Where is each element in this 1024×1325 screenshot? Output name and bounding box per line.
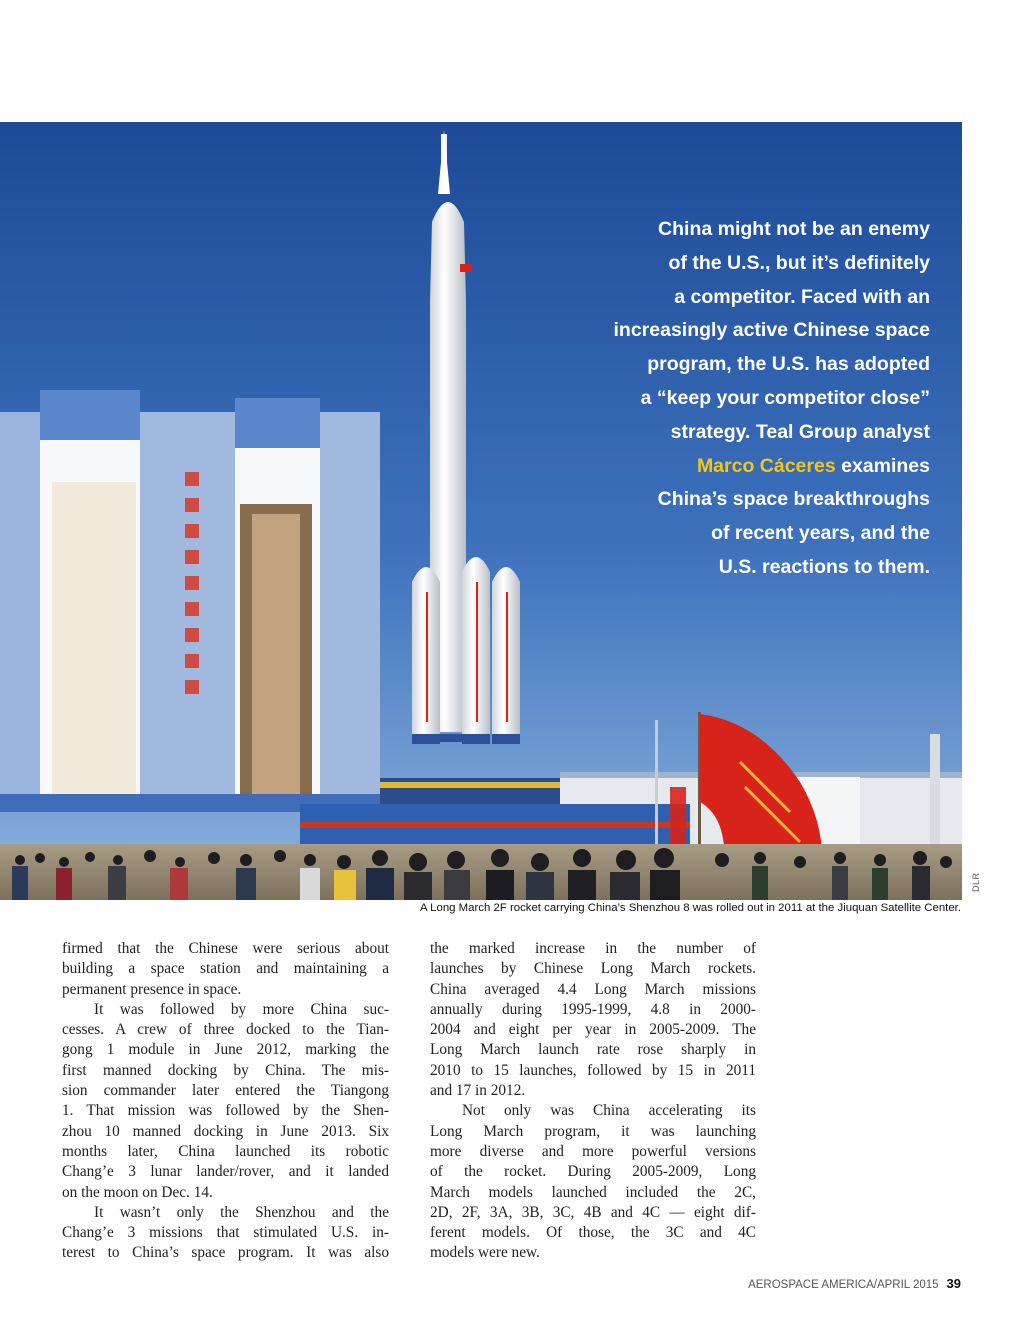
text-line: permanent presence in space. (62, 980, 242, 998)
text-line: sion commander later entered the Tiangong (62, 1082, 389, 1100)
pull-quote-author-line (550, 450, 930, 484)
photo-credit: DLR (971, 872, 981, 892)
assembly-building (0, 390, 380, 812)
text-line: zhou 10 manned docking in June 2013. Six (62, 1122, 389, 1140)
pull-quote-line: a competitor. Faced with an (674, 285, 930, 308)
pull-quote-line: a “keep your competitor close” (640, 386, 930, 409)
text-line: months later, China launched its robotic (62, 1142, 389, 1160)
pull-quote-line: U.S. reactions to them. (718, 555, 930, 578)
text-line: firmed that the Chinese were serious about (62, 940, 389, 957)
text-line: 2010 to 15 launches, followed by 15 in 2011 (430, 1061, 756, 1079)
text-line: Long March program, it was launching (430, 1122, 756, 1140)
pull-quote-line: China might not be an enemy (658, 218, 930, 240)
publication-name: AEROSPACE AMERICA/APRIL 2015 (748, 1279, 939, 1291)
ground (0, 844, 962, 900)
text-line: It was followed by more China suc- (94, 1000, 389, 1018)
pull-quote-line: strategy. Teal Group analyst (670, 420, 930, 443)
text-line: cesses. A crew of three docked to the Tian- (62, 1021, 389, 1039)
body-column-2 (430, 939, 756, 1264)
text-line: Long March launch rate rose sharply in (430, 1041, 756, 1059)
text-line: China averaged 4.4 Long March missions (430, 980, 756, 998)
photo-caption: A Long March 2F rocket carrying China’s Shenzhou 8 was rolled out in 2011 at the Jiuquan Satellite Center. (420, 902, 961, 914)
text-line: 2004 and eight per year in 2005-2009. The (430, 1021, 756, 1039)
text-line: building a space station and maintaining a (62, 960, 389, 978)
text-line: the marked increase in the number of (430, 940, 756, 957)
text-line: annually during 1995-1999, 4.8 in 2000- (430, 1000, 756, 1018)
text-line: first manned docking by China. The mis- (62, 1061, 389, 1079)
text-line: and 17 in 2012. (430, 1082, 526, 1100)
pull-quote-line: of the U.S., but it’s definitely (668, 251, 930, 274)
body-column-1 (62, 939, 389, 1264)
text-line: It wasn’t only the Shenzhou and the (94, 1203, 389, 1221)
pull-quote-line: increasingly active Chinese space (613, 319, 930, 342)
pull-quote-line: China’s space breakthroughs (657, 488, 930, 511)
text-line: terest to China’s space program. It was also (62, 1244, 389, 1262)
author-name: Marco Cáceres (696, 454, 836, 477)
pull-quote (550, 213, 930, 585)
text-line: models were new. (430, 1244, 540, 1262)
author-suffix: examines (835, 454, 930, 477)
text-line: Chang’e 3 lunar lander/rover, and it landed (62, 1163, 389, 1181)
page-footer (748, 1276, 961, 1291)
text-line: launches by Chinese Long March rockets. (430, 960, 756, 978)
pull-quote-line: program, the U.S. has adopted (647, 353, 930, 376)
chimney (930, 734, 940, 844)
text-line: gong 1 module in June 2012, marking the (62, 1041, 389, 1059)
text-line: on the moon on Dec. 14. (62, 1183, 213, 1201)
text-line: 2D, 2F, 3A, 3B, 3C, 4B and 4C — eight dif- (430, 1203, 756, 1221)
text-line: more diverse and more powerful versions (430, 1142, 756, 1160)
text-line: of the rocket. During 2005-2009, Long (430, 1163, 756, 1181)
text-line: March models launched included the 2C, (430, 1183, 756, 1201)
page-number: 39 (946, 1276, 961, 1291)
text-line: Chang’e 3 missions that stimulated U.S. in- (62, 1224, 389, 1242)
text-line: 1. That mission was followed by the Shen- (62, 1102, 389, 1120)
text-line: Not only was China accelerating its (462, 1102, 756, 1120)
pull-quote-line: of recent years, and the (711, 522, 930, 545)
text-line: ferent models. Of those, the 3C and 4C (430, 1224, 756, 1242)
